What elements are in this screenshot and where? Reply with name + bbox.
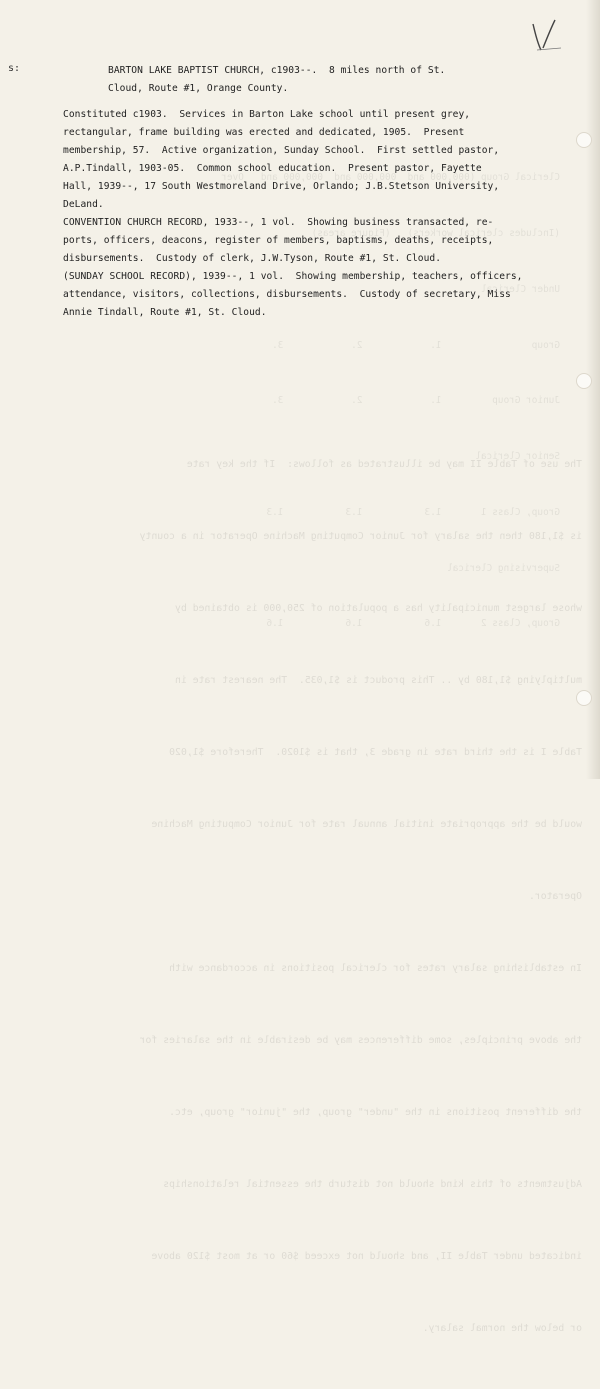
bleed-table-line: Group 1. 2. 3.	[272, 339, 560, 351]
bleed-table-line: Junior Group 1. 2. 3.	[272, 395, 560, 407]
history-line: rectangular, frame building was erected and dedicated, 1905. Present	[63, 127, 465, 138]
punch-hole-middle	[576, 373, 592, 389]
record-entry-line: Annie Tindall, Route #1, St. Cloud.	[63, 307, 267, 318]
history-line: membership, 57. Active organization, Sunday School. First settled pastor,	[63, 145, 500, 156]
history-line: DeLand.	[63, 199, 104, 210]
bleed-table-line: Under Clerical	[480, 283, 560, 295]
bleed-through-text	[62, 405, 582, 1389]
record-entry-line: CONVENTION CHURCH RECORD, 1933--, 1 vol. Showing business transacted, re-	[63, 217, 494, 228]
bleed-line: The use of Table II may be illustrated as follows: If the key rate	[186, 459, 582, 470]
bleed-line: would be the appropriate initial annual rate for Junior Computing Machine	[151, 819, 582, 830]
bleed-line: indicated under Table II, and should not exceed $60 or at most $120 above	[151, 1251, 582, 1262]
bleed-table-line: (Includes clerical workers) (Figure areas)	[311, 227, 560, 239]
bleed-line: is $1,180 then the salary for Junior Computing Machine Operator in a county	[139, 531, 582, 542]
bleed-line: Adjustments of this kind should not disturb the essential relationships	[163, 1179, 582, 1190]
bleed-table-line: Clerical Group (000,000 and 000,000 and 000,000 and Over	[221, 172, 560, 184]
bleed-line: multiplying $1,180 by .. This product is $1,035. The nearest rate in	[175, 675, 582, 686]
bleed-table-line: Senior Clerical	[475, 451, 560, 463]
history-line: Constituted c1903. Services in Barton Lake school until present grey,	[63, 109, 471, 120]
bleed-line: the different positions in the "under" group, the "junior" group, etc.	[169, 1107, 582, 1118]
entry-heading-line-2: Cloud, Route #1, Orange County.	[108, 83, 289, 94]
bleed-table-line: Supervising Clerical	[447, 562, 560, 574]
bleed-line: Operator.	[528, 891, 582, 902]
history-line: A.P.Tindall, 1903-05. Common school education. Present pastor, Fayette	[63, 163, 482, 174]
bleed-table-line: Group, Class 1 1.3 1.3 1.3	[266, 506, 560, 518]
record-entry-line: attendance, visitors, collections, disbursements. Custody of secretary, Miss	[63, 289, 511, 300]
entry-heading-line-1: BARTON LAKE BAPTIST CHURCH, c1903--. 8 miles north of St.	[108, 65, 446, 76]
handwritten-check-mark	[527, 18, 567, 60]
bleed-line: or below the normal salary.	[422, 1323, 582, 1334]
typed-entry	[63, 62, 593, 322]
bleed-line: In establishing salary rates for clerical positions in accordance with	[169, 963, 582, 974]
record-entry-line: disbursements. Custody of clerk, J.W.Tyson, Route #1, St. Cloud.	[63, 253, 442, 264]
record-entry-line: ports, officers, deacons, register of members, baptisms, deaths, receipts,	[63, 235, 494, 246]
history-line: Hall, 1939--, 17 South Westmoreland Drive, Orlando; J.B.Stetson University,	[63, 181, 500, 192]
bleed-line: whose largest municipality has a population of 250,000 is obtained by	[175, 603, 582, 614]
record-entry-line: (SUNDAY SCHOOL RECORD), 1939--, 1 vol. Showing membership, teachers, officers,	[63, 271, 523, 282]
bleed-line: Table I is the third rate in grade 3, that is $1020. Therefore $1,020	[169, 747, 582, 758]
bleed-table-line: Group, Class 2 1.6 1.6 1.6	[266, 618, 560, 630]
stray-mark: s:	[8, 63, 21, 74]
bleed-line: the above principles, some differences may be desirable in the salaries for	[139, 1035, 582, 1046]
